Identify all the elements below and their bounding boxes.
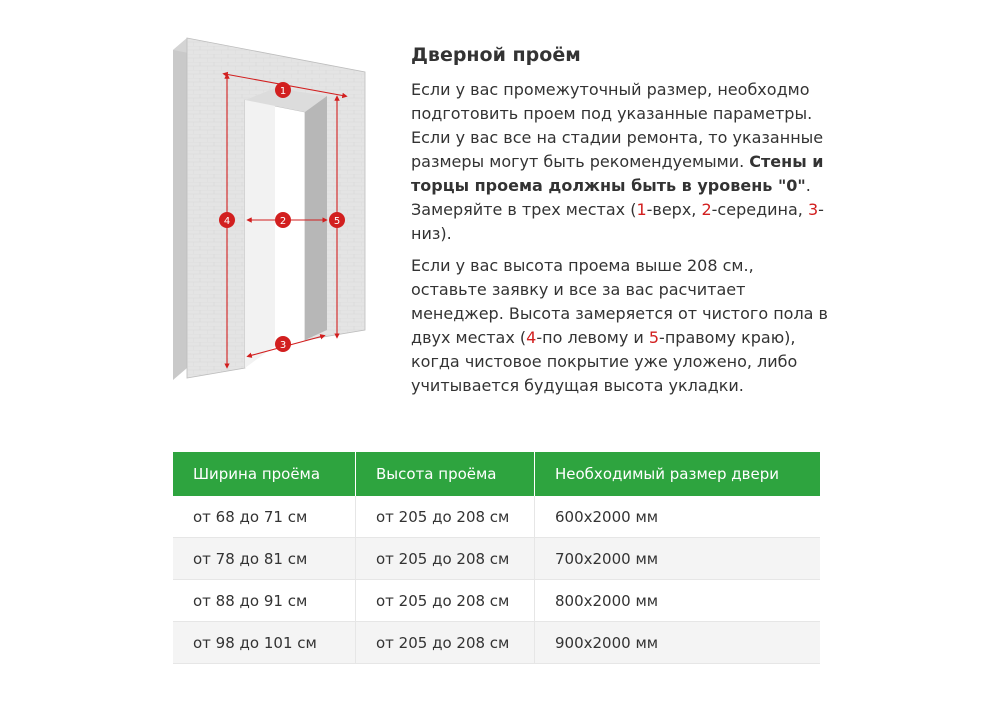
p1-bold-text: Стены и торцы проема должны быть в уровень "0" (411, 152, 824, 195)
cell-width: от 98 до 101 см (173, 622, 356, 664)
p1-text-e: -низ). (411, 200, 824, 243)
cell-height: от 205 до 208 см (356, 622, 535, 664)
cell-door-size: 700x2000 мм (535, 538, 821, 580)
door-opening-diagram (165, 30, 375, 390)
wall-side-face (173, 38, 187, 380)
marker-2-label: 2 (279, 216, 287, 227)
header-width: Ширина проёма (173, 452, 356, 496)
paragraph-measure (411, 78, 831, 246)
section-title: Дверной проём (411, 44, 581, 66)
ref-number-5: 5 (648, 328, 660, 347)
section-text (411, 78, 831, 406)
ref-number-2: 2 (701, 200, 712, 219)
p1-text-a: Если у вас промежуточный размер, необходмо подготовить проем под указанные параметры. Если у вас все на стадии ремонта, то указанные размеры могут быть рекомендуемыми. (411, 80, 824, 171)
p1-text-b: . Замеряйте в трех местах ( (411, 176, 811, 219)
cell-door-size: 600x2000 мм (535, 496, 821, 538)
table-row (173, 496, 820, 538)
cell-door-size: 800x2000 мм (535, 580, 821, 622)
p1-text-c: -верх, (646, 200, 702, 219)
ref-number-4: 4 (526, 328, 537, 347)
table-row (173, 580, 820, 622)
opening-reveal-left (245, 88, 275, 368)
p2-text-b: -по левому и (536, 328, 649, 347)
header-height: Высота проёма (356, 452, 535, 496)
table-header-row (173, 452, 820, 496)
cell-height: от 205 до 208 см (356, 580, 535, 622)
cell-width: от 68 до 71 см (173, 496, 356, 538)
paragraph-height (411, 254, 831, 398)
marker-5-label: 5 (333, 216, 341, 227)
ref-number-3: 3 (807, 200, 819, 219)
table-row (173, 622, 820, 664)
cell-height: от 205 до 208 см (356, 496, 535, 538)
marker-1-label: 1 (279, 86, 287, 97)
cell-height: от 205 до 208 см (356, 538, 535, 580)
p2-text-c: -правому краю), когда чистовое покрытие уже уложено, либо учитывается будущая высота укладки. (411, 328, 798, 395)
p2-text-a: Если у вас высота проема выше 208 см., оставьте заявку и все за вас расчитает менеджер. Высота замеряется от чистого пола в двух местах ( (411, 256, 828, 347)
opening-reveal-right (305, 96, 327, 340)
cell-width: от 88 до 91 см (173, 580, 356, 622)
p1-text-d: -середина, (711, 200, 808, 219)
table-row (173, 538, 820, 580)
cell-door-size: 900x2000 мм (535, 622, 821, 664)
header-door-size: Необходимый размер двери (535, 452, 821, 496)
ref-number-1: 1 (636, 200, 647, 219)
marker-3-label: 3 (279, 340, 287, 351)
cell-width: от 78 до 81 см (173, 538, 356, 580)
marker-4-label: 4 (223, 216, 231, 227)
size-table (173, 452, 820, 664)
